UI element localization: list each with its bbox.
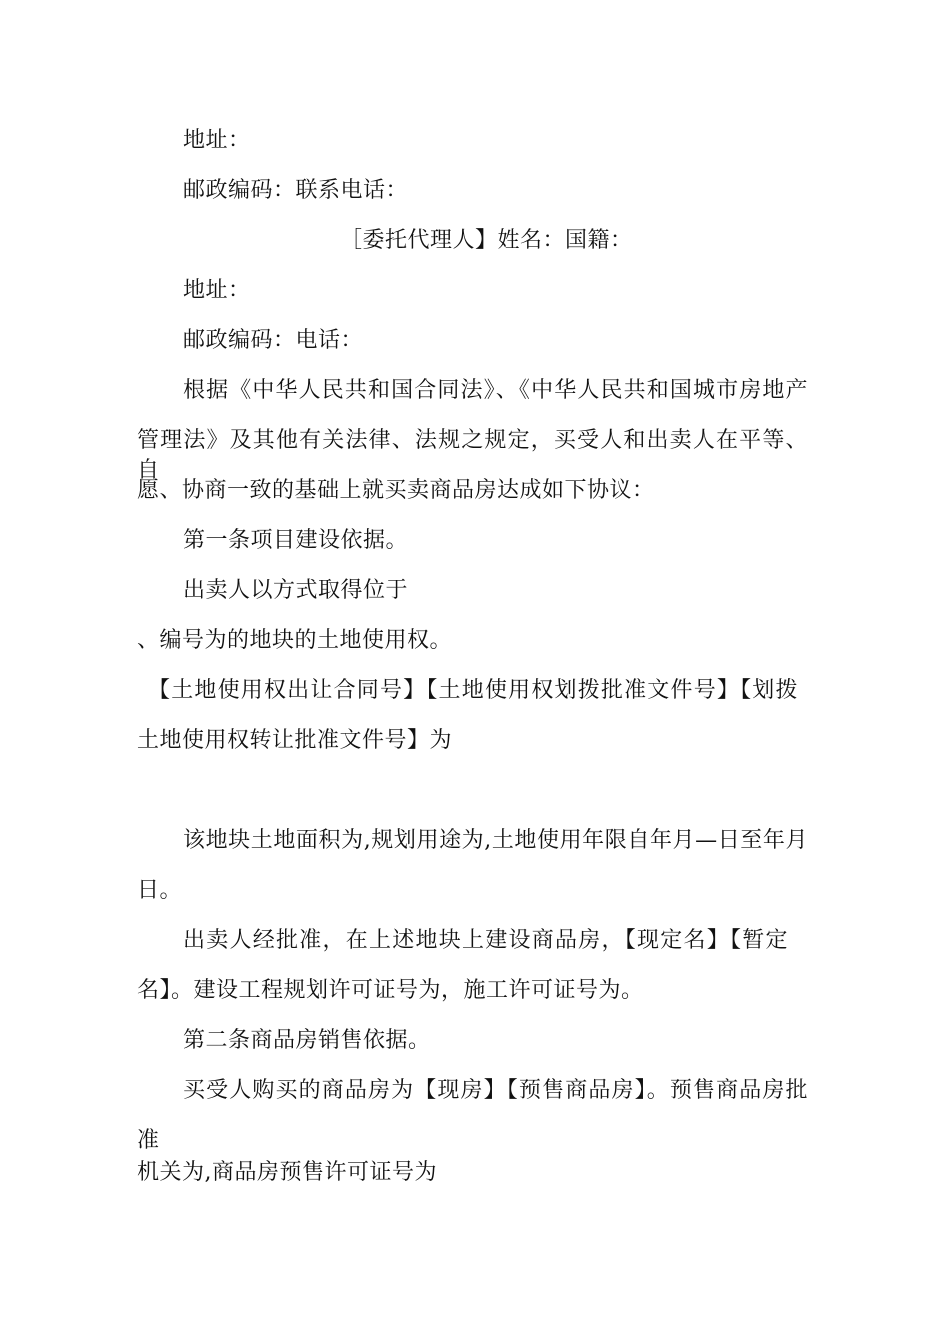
article-1-text-4: 土地使用权转让批准文件号】为: [137, 728, 453, 753]
preamble-line-2: 管理法》及其他有关法律、法规之规定，买受人和出卖人在平等、自: [137, 428, 808, 483]
article-2-text-2: 准: [137, 1128, 160, 1153]
land-area-line-2: 日。: [137, 878, 183, 903]
agent-name-nationality-line: ［委托代理人】姓名：国籍：: [340, 228, 633, 253]
agent-address-line: 地址：: [183, 278, 251, 303]
article-2-heading: 第二条商品房销售依据。: [183, 1028, 431, 1053]
article-1-text-3: 【土地使用权出让合同号】【土地使用权划拨批准文件号】【划拨: [148, 678, 798, 703]
postal-phone-line: 邮政编码：联系电话：: [183, 178, 409, 203]
agent-postal-phone-line: 邮政编码：电话：: [183, 328, 364, 353]
article-1-text-1: 出卖人以方式取得位于: [183, 578, 409, 603]
land-area-line-1: 该地块土地面积为,规划用途为,土地使用年限自年月—日至年月: [183, 828, 808, 853]
construction-line-1: 出卖人经批准，在上述地块上建设商品房，【现定名】【暂定: [183, 928, 788, 953]
article-2-text-1: 买受人购买的商品房为【现房】【预售商品房】。预售商品房批: [183, 1078, 808, 1103]
article-1-heading: 第一条项目建设依据。: [183, 528, 409, 553]
preamble-line-3: 愿、协商一致的基础上就买卖商品房达成如下协议：: [137, 478, 655, 503]
article-2-text-3: 机关为,商品房预售许可证号为: [137, 1160, 437, 1185]
article-1-text-2: 、编号为的地块的土地使用权。: [137, 628, 453, 653]
preamble-line-1: 根据《中华人民共和国合同法》、《中华人民共和国城市房地产: [183, 378, 808, 403]
address-line: 地址：: [183, 128, 251, 153]
construction-line-2: 名】。建设工程规划许可证号为，施工许可证号为。: [137, 978, 644, 1003]
